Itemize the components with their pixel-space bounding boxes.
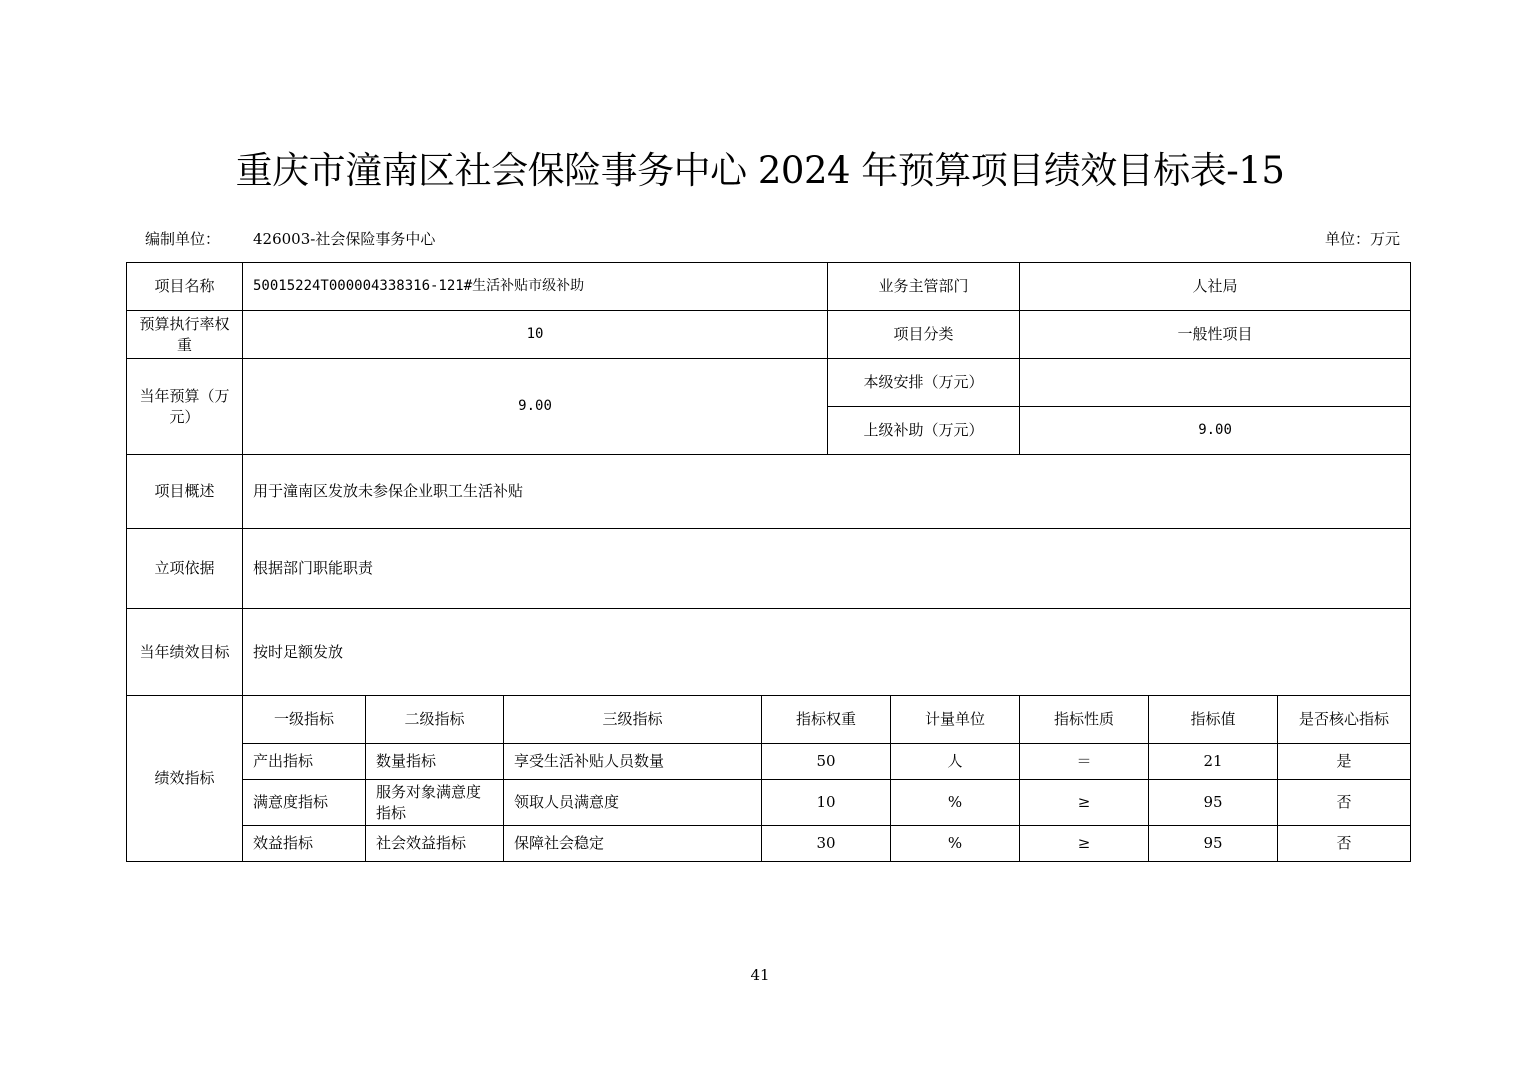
- indicator-cell: 数量指标: [366, 744, 504, 780]
- indicator-cell: 产出指标: [243, 744, 366, 780]
- indicator-cell: 95: [1149, 826, 1278, 862]
- table-row: [127, 455, 1411, 529]
- page-title: 重庆市潼南区社会保险事务中心 2024 年预算项目绩效目标表-15: [235, 149, 1285, 192]
- overview-value: 用于潼南区发放未参保企业职工生活补贴: [243, 455, 1411, 529]
- indicator-header: 指标值: [1149, 696, 1278, 744]
- indicator-row: [127, 744, 1411, 780]
- indicator-cell: 否: [1278, 826, 1411, 862]
- indicator-cell: 服务对象满意度指标: [366, 780, 504, 826]
- indicator-cell: 10: [762, 780, 891, 826]
- indicator-cell: 21: [1149, 744, 1278, 780]
- department-value: 人社局: [1020, 263, 1411, 311]
- budget-value: 9.00: [243, 359, 828, 455]
- table-row: [127, 311, 1411, 359]
- indicators-label: 绩效指标: [127, 696, 243, 862]
- indicator-cell: 人: [891, 744, 1020, 780]
- exec-weight-value: 10: [243, 311, 828, 359]
- compiling-unit-label: 编制单位：: [145, 230, 221, 248]
- department-label: 业务主管部门: [828, 263, 1020, 311]
- budget-label: 当年预算（万元）: [127, 359, 243, 455]
- indicator-cell: ≥: [1020, 826, 1149, 862]
- superior-subsidy-value: 9.00: [1020, 407, 1411, 455]
- local-arrangement-label: 本级安排（万元）: [828, 359, 1020, 407]
- indicator-header-row: [127, 696, 1411, 744]
- indicator-header: 一级指标: [243, 696, 366, 744]
- currency-unit: 单位：万元: [1324, 230, 1400, 248]
- indicator-cell: 30: [762, 826, 891, 862]
- indicator-row: [127, 826, 1411, 862]
- indicator-cell: ≥: [1020, 780, 1149, 826]
- table-row: [127, 529, 1411, 609]
- indicator-header: 计量单位: [891, 696, 1020, 744]
- local-arrangement-value: [1020, 359, 1411, 407]
- indicator-header: 指标性质: [1020, 696, 1149, 744]
- basis-label: 立项依据: [127, 529, 243, 609]
- indicator-cell: 满意度指标: [243, 780, 366, 826]
- indicator-cell: %: [891, 826, 1020, 862]
- indicator-header: 指标权重: [762, 696, 891, 744]
- indicator-header: 是否核心指标: [1278, 696, 1411, 744]
- annual-goal-label: 当年绩效目标: [127, 609, 243, 696]
- superior-subsidy-label: 上级补助（万元）: [828, 407, 1020, 455]
- indicator-cell: %: [891, 780, 1020, 826]
- indicator-header: 三级指标: [504, 696, 762, 744]
- indicator-cell: 社会效益指标: [366, 826, 504, 862]
- indicator-cell: 50: [762, 744, 891, 780]
- indicator-cell: ＝: [1020, 744, 1149, 780]
- table-row: [127, 359, 1411, 407]
- indicator-cell: 领取人员满意度: [504, 780, 762, 826]
- category-value: 一般性项目: [1020, 311, 1411, 359]
- project-name-value: 50015224T000004338316-121#生活补贴市级补助: [243, 263, 828, 311]
- compiling-unit-value: 426003-社会保险事务中心: [253, 230, 436, 248]
- overview-label: 项目概述: [127, 455, 243, 529]
- project-name-label: 项目名称: [127, 263, 243, 311]
- category-label: 项目分类: [828, 311, 1020, 359]
- performance-target-table: [126, 262, 1411, 862]
- indicator-cell: 保障社会稳定: [504, 826, 762, 862]
- indicator-cell: 效益指标: [243, 826, 366, 862]
- indicator-cell: 否: [1278, 780, 1411, 826]
- indicator-row: [127, 780, 1411, 826]
- table-row: [127, 263, 1411, 311]
- indicator-cell: 享受生活补贴人员数量: [504, 744, 762, 780]
- table-row: [127, 609, 1411, 696]
- indicator-cell: 是: [1278, 744, 1411, 780]
- page-number: 41: [750, 966, 770, 984]
- exec-weight-label: 预算执行率权重: [127, 311, 243, 359]
- annual-goal-value: 按时足额发放: [243, 609, 1411, 696]
- basis-value: 根据部门职能职责: [243, 529, 1411, 609]
- indicator-header: 二级指标: [366, 696, 504, 744]
- indicator-cell: 95: [1149, 780, 1278, 826]
